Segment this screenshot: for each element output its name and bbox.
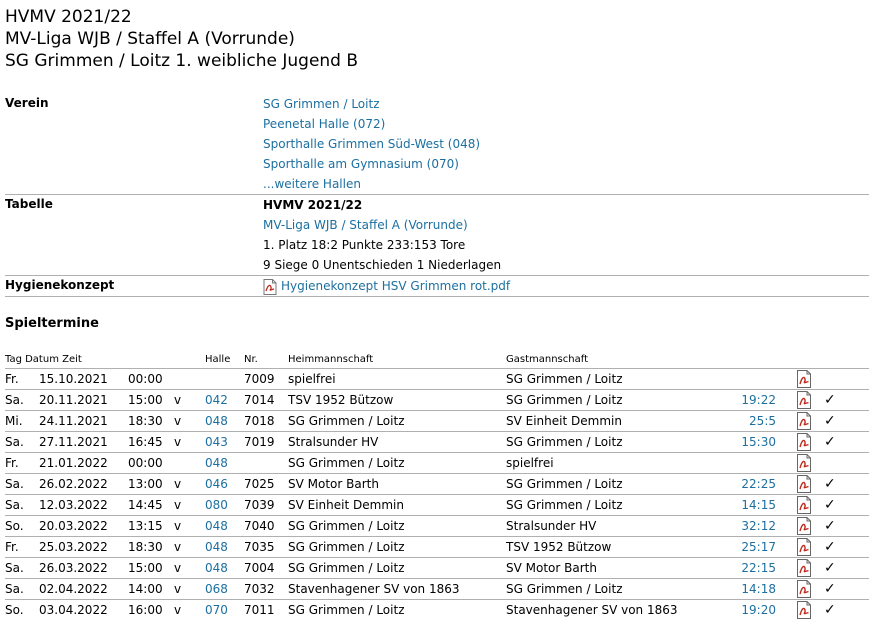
game-date: 03.04.2022	[39, 600, 128, 621]
game-row	[5, 579, 869, 600]
game-nr: 7032	[244, 579, 288, 600]
game-halle-link[interactable]: 068	[205, 582, 228, 596]
game-v: v	[174, 390, 205, 411]
check-icon: ✓	[824, 581, 836, 597]
game-date: 12.03.2022	[39, 495, 128, 516]
game-v: v	[174, 600, 205, 621]
game-heim: SG Grimmen / Loitz	[288, 453, 506, 474]
tabelle-label: Tabelle	[5, 197, 53, 211]
game-nr	[244, 453, 288, 474]
game-nr: 7019	[244, 432, 288, 453]
game-time: 00:00	[128, 369, 174, 390]
game-gast: TSV 1952 Bützow	[506, 537, 735, 558]
game-day: Fr.	[5, 537, 39, 558]
game-time: 18:30	[128, 411, 174, 432]
report-pdf-icon[interactable]	[796, 540, 812, 554]
game-heim: SG Grimmen / Loitz	[288, 516, 506, 537]
report-pdf-icon[interactable]	[796, 561, 812, 575]
check-icon: ✓	[824, 434, 836, 450]
game-day: So.	[5, 516, 39, 537]
report-pdf-icon[interactable]	[796, 393, 812, 407]
game-date: 20.11.2021	[39, 390, 128, 411]
game-nr: 7035	[244, 537, 288, 558]
game-score-link[interactable]: 15:30	[741, 435, 776, 449]
game-gast: SG Grimmen / Loitz	[506, 432, 735, 453]
game-heim: SG Grimmen / Loitz	[288, 600, 506, 621]
game-gast: Stralsunder HV	[506, 516, 735, 537]
game-day: Mi.	[5, 411, 39, 432]
games-body	[5, 369, 869, 621]
game-time: 16:45	[128, 432, 174, 453]
hygiene-row	[5, 276, 869, 297]
page-title-line3: SG Grimmen / Loitz 1. weibliche Jugend B	[5, 51, 359, 71]
game-row	[5, 390, 869, 411]
page-title-line1: HVMV 2021/22	[5, 7, 132, 27]
check-icon: ✓	[824, 560, 836, 576]
game-time: 15:00	[128, 390, 174, 411]
game-day: Sa.	[5, 495, 39, 516]
game-date: 02.04.2022	[39, 579, 128, 600]
game-nr: 7025	[244, 474, 288, 495]
game-nr: 7014	[244, 390, 288, 411]
game-date: 27.11.2021	[39, 432, 128, 453]
game-day: Sa.	[5, 474, 39, 495]
game-time: 00:00	[128, 453, 174, 474]
hygiene-label: Hygienekonzept	[5, 278, 115, 292]
game-heim: SV Einheit Demmin	[288, 495, 506, 516]
game-gast: SV Motor Barth	[506, 558, 735, 579]
verein-row	[5, 94, 869, 195]
col-gast: Gastmannschaft	[506, 353, 588, 365]
col-halle: Halle	[205, 353, 231, 365]
game-gast: SG Grimmen / Loitz	[506, 390, 735, 411]
game-nr: 7004	[244, 558, 288, 579]
game-time: 16:00	[128, 600, 174, 621]
report-pdf-icon[interactable]	[796, 519, 812, 533]
check-icon: ✓	[824, 497, 836, 513]
game-score-link[interactable]: 22:15	[741, 561, 776, 575]
game-day: Sa.	[5, 432, 39, 453]
game-halle-link[interactable]: 048	[205, 561, 228, 575]
game-v: v	[174, 558, 205, 579]
game-v	[174, 369, 205, 390]
game-v	[174, 453, 205, 474]
game-halle-link[interactable]: 070	[205, 603, 228, 617]
check-icon: ✓	[824, 602, 836, 618]
game-heim: TSV 1952 Bützow	[288, 390, 506, 411]
game-v: v	[174, 516, 205, 537]
col-nr: Nr.	[244, 353, 258, 365]
game-row	[5, 411, 869, 432]
report-pdf-icon[interactable]	[796, 435, 812, 449]
more-halls-link[interactable]: ...weitere Hallen	[263, 177, 361, 191]
game-row	[5, 537, 869, 558]
game-time: 13:15	[128, 516, 174, 537]
league-link[interactable]: MV-Liga WJB / Staffel A (Vorrunde)	[263, 218, 468, 232]
report-pdf-icon[interactable]	[796, 414, 812, 428]
game-gast: SG Grimmen / Loitz	[506, 495, 735, 516]
game-score-link[interactable]: 25:17	[741, 540, 776, 554]
games-table	[5, 350, 869, 620]
game-row	[5, 495, 869, 516]
report-pdf-icon[interactable]	[796, 603, 812, 617]
game-nr: 7009	[244, 369, 288, 390]
game-day: Fr.	[5, 369, 39, 390]
tabelle-record: 9 Siege 0 Unentschieden 1 Niederlagen	[263, 258, 502, 272]
game-heim: Stralsunder HV	[288, 432, 506, 453]
game-time: 14:45	[128, 495, 174, 516]
game-score-link[interactable]: 19:20	[741, 603, 776, 617]
game-v: v	[174, 474, 205, 495]
tabelle-row	[5, 195, 869, 276]
game-date: 26.02.2022	[39, 474, 128, 495]
check-icon: ✓	[824, 539, 836, 555]
spieltermine-heading: Spieltermine	[5, 316, 99, 331]
game-halle-link[interactable]: 046	[205, 477, 228, 491]
verein-link[interactable]: SG Grimmen / Loitz	[263, 97, 380, 111]
game-nr: 7039	[244, 495, 288, 516]
game-date: 24.11.2021	[39, 411, 128, 432]
game-gast: SG Grimmen / Loitz	[506, 369, 735, 390]
game-heim: Stavenhagener SV von 1863	[288, 579, 506, 600]
game-halle-link[interactable]: 048	[205, 456, 228, 470]
game-heim: spielfrei	[288, 369, 506, 390]
game-gast: SG Grimmen / Loitz	[506, 474, 735, 495]
game-time: 14:00	[128, 579, 174, 600]
verein-label: Verein	[5, 96, 49, 110]
game-halle-link[interactable]: 048	[205, 540, 228, 554]
tabelle-season: HVMV 2021/22	[263, 198, 363, 212]
check-icon: ✓	[824, 518, 836, 534]
game-date: 20.03.2022	[39, 516, 128, 537]
game-score-link[interactable]: 32:12	[741, 519, 776, 533]
pdf-icon	[263, 279, 277, 295]
game-v: v	[174, 537, 205, 558]
report-pdf-icon[interactable]	[796, 582, 812, 596]
game-gast: SG Grimmen / Loitz	[506, 579, 735, 600]
hall-link-1[interactable]: Sporthalle Grimmen Süd-West (048)	[263, 137, 481, 151]
game-halle-link[interactable]: 080	[205, 498, 228, 512]
game-row	[5, 600, 869, 621]
game-day: Sa.	[5, 579, 39, 600]
game-halle-link[interactable]: 048	[205, 414, 228, 428]
game-row	[5, 558, 869, 579]
game-heim: SG Grimmen / Loitz	[288, 558, 506, 579]
game-date: 26.03.2022	[39, 558, 128, 579]
page-title-line2: MV-Liga WJB / Staffel A (Vorrunde)	[5, 29, 295, 49]
check-icon: ✓	[824, 413, 836, 429]
game-v: v	[174, 411, 205, 432]
game-v: v	[174, 432, 205, 453]
game-date: 15.10.2021	[39, 369, 128, 390]
game-score-link[interactable]: 14:15	[741, 498, 776, 512]
report-pdf-icon[interactable]	[796, 372, 812, 386]
check-icon: ✓	[824, 476, 836, 492]
game-day: So.	[5, 600, 39, 621]
game-day: Sa.	[5, 558, 39, 579]
game-heim: SG Grimmen / Loitz	[288, 537, 506, 558]
game-date: 21.01.2022	[39, 453, 128, 474]
game-heim: SV Motor Barth	[288, 474, 506, 495]
games-header-row	[5, 350, 869, 369]
report-pdf-icon[interactable]	[796, 477, 812, 491]
game-date: 25.03.2022	[39, 537, 128, 558]
hall-link-0[interactable]: Peenetal Halle (072)	[263, 117, 386, 131]
col-heim: Heimmannschaft	[288, 353, 374, 365]
game-halle-link[interactable]: 048	[205, 519, 228, 533]
game-score-link[interactable]: 14:18	[741, 582, 776, 596]
game-row	[5, 369, 869, 390]
game-row	[5, 516, 869, 537]
game-time: 15:00	[128, 558, 174, 579]
report-pdf-icon[interactable]	[796, 456, 812, 470]
report-pdf-icon[interactable]	[796, 498, 812, 512]
game-nr: 7011	[244, 600, 288, 621]
game-day: Sa.	[5, 390, 39, 411]
game-nr: 7018	[244, 411, 288, 432]
team-info	[5, 94, 869, 297]
game-nr: 7040	[244, 516, 288, 537]
game-score-link[interactable]: 25:5	[749, 414, 776, 428]
game-heim: SG Grimmen / Loitz	[288, 411, 506, 432]
col-day-date-time: Tag Datum Zeit	[5, 353, 82, 365]
hygiene-pdf-link[interactable]: Hygienekonzept HSV Grimmen rot.pdf	[281, 279, 511, 293]
game-day: Fr.	[5, 453, 39, 474]
game-gast: Stavenhagener SV von 1863	[506, 600, 735, 621]
tabelle-place: 1. Platz 18:2 Punkte 233:153 Tore	[263, 238, 466, 252]
game-row	[5, 474, 869, 495]
game-v: v	[174, 495, 205, 516]
game-time: 13:00	[128, 474, 174, 495]
game-halle-link[interactable]: 043	[205, 435, 228, 449]
check-icon: ✓	[824, 392, 836, 408]
game-v: v	[174, 579, 205, 600]
hall-link-2[interactable]: Sporthalle am Gymnasium (070)	[263, 157, 459, 171]
game-halle-link[interactable]: 042	[205, 393, 228, 407]
game-score-link[interactable]: 19:22	[741, 393, 776, 407]
game-score-link[interactable]: 22:25	[741, 477, 776, 491]
game-row	[5, 432, 869, 453]
game-gast: spielfrei	[506, 453, 735, 474]
game-time: 18:30	[128, 537, 174, 558]
game-gast: SV Einheit Demmin	[506, 411, 735, 432]
game-row	[5, 453, 869, 474]
